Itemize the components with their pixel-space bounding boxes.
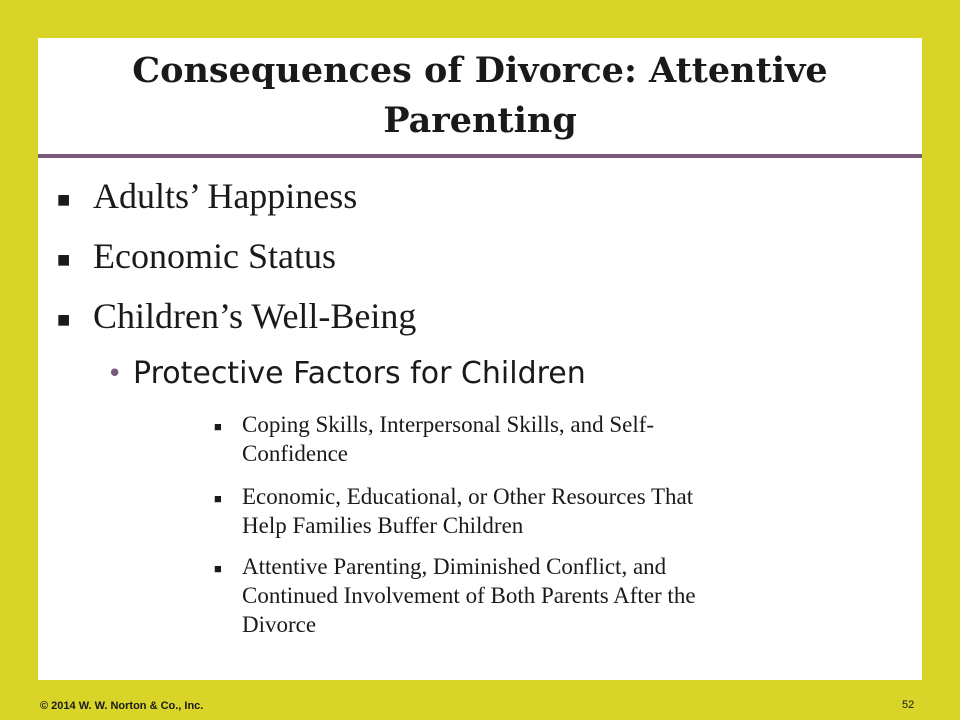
bullet-text: Adults’ Happiness	[93, 176, 358, 216]
sub-sub-bullet-line: Help Families Buffer Children	[242, 513, 524, 538]
copyright-notice: © 2014 W. W. Norton & Co., Inc.	[40, 700, 204, 712]
sub-sub-bullet-coping-skills	[214, 410, 882, 468]
sub-bullet-text: Protective Factors for Children	[133, 356, 586, 391]
sub-bullet-protective-factors	[107, 356, 586, 392]
sub-sub-bullet-line: Confidence	[242, 441, 349, 466]
square-bullet-icon: ■	[57, 307, 71, 332]
square-bullet-icon: ■	[57, 187, 71, 212]
square-bullet-icon: ■	[214, 561, 222, 576]
bullet-economic-status	[57, 236, 336, 276]
round-bullet-icon: •	[107, 359, 123, 389]
bullet-text: Economic Status	[93, 236, 336, 276]
sub-sub-bullet-line: Divorce	[242, 612, 317, 637]
sub-sub-bullet-economic-resources	[214, 482, 882, 540]
page-number: 52	[902, 699, 915, 711]
sub-sub-bullet-line: Coping Skills, Interpersonal Skills, and Self-	[242, 412, 655, 437]
bullet-childrens-well-being	[57, 296, 417, 336]
square-bullet-icon: ■	[57, 247, 71, 272]
square-bullet-icon: ■	[214, 491, 222, 506]
sub-sub-bullet-line: Economic, Educational, or Other Resources That	[242, 484, 694, 509]
sub-sub-bullet-line: Continued Involvement of Both Parents After the	[242, 583, 696, 608]
sub-sub-bullet-line: Attentive Parenting, Diminished Conflict, and	[242, 554, 667, 579]
square-bullet-icon: ■	[214, 419, 222, 434]
sub-sub-bullet-attentive-parenting	[214, 552, 882, 639]
title-divider	[38, 154, 922, 158]
slide-title-line-2: Parenting	[383, 100, 577, 141]
bullet-text: Children’s Well-Being	[93, 296, 417, 336]
bullet-adults-happiness	[57, 176, 358, 216]
slide-panel	[38, 38, 922, 680]
slide-title	[38, 46, 922, 146]
slide-title-line-1: Consequences of Divorce: Attentive	[132, 50, 828, 91]
